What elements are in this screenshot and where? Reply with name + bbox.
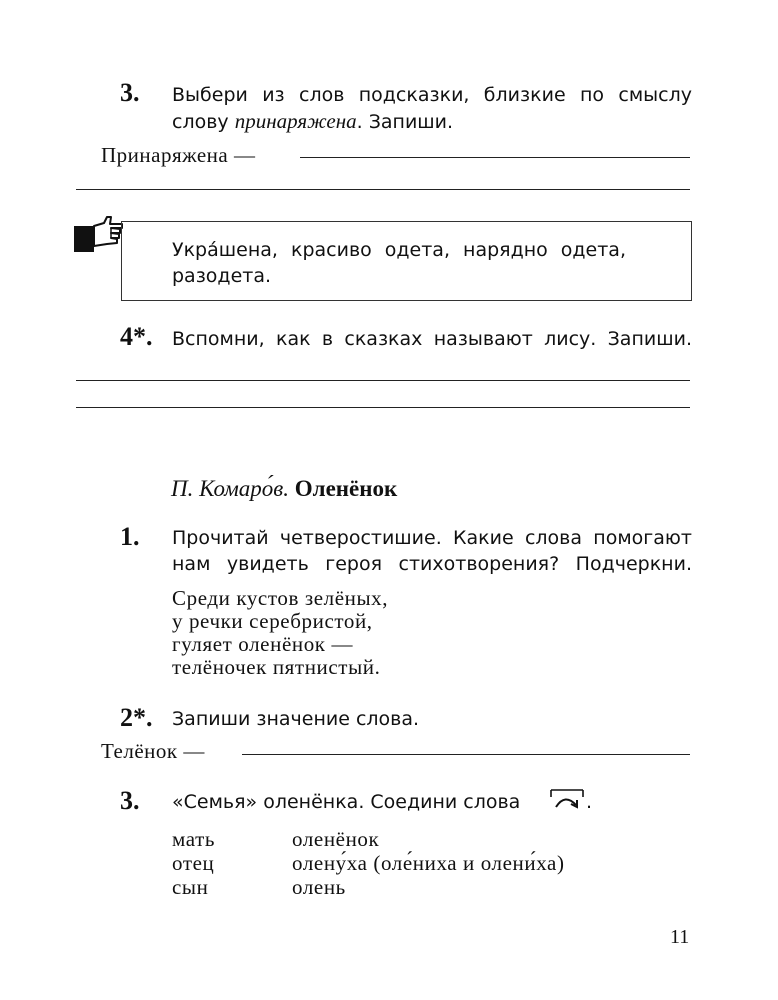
task-line: «Семья» оленёнка. Соедини слова bbox=[172, 791, 521, 813]
poem-title: Оленёнок bbox=[294, 476, 398, 501]
poem-line: у речки серебристой, bbox=[172, 609, 373, 633]
task-text bbox=[172, 326, 692, 352]
family-word: олень bbox=[292, 875, 346, 899]
task-text-line2 bbox=[172, 108, 692, 135]
family-word: сын bbox=[172, 875, 209, 899]
author-name: П. Комаро́в. bbox=[171, 476, 290, 501]
task-line: Вспомни, как в сказках называют лису. Запиши. bbox=[172, 328, 692, 350]
answer-label: Телёнок — bbox=[101, 739, 205, 763]
task-number: 1. bbox=[120, 522, 140, 551]
connect-arrow-icon bbox=[549, 787, 585, 813]
task-word: слову bbox=[172, 111, 229, 133]
poem-line: Среди кустов зелёных, bbox=[172, 586, 389, 610]
hint-text bbox=[172, 237, 626, 263]
pointing-hand-icon bbox=[74, 213, 124, 253]
task-text bbox=[172, 525, 692, 551]
task-number: 3. bbox=[120, 786, 140, 815]
answer-line[interactable] bbox=[76, 189, 690, 190]
section-heading bbox=[171, 476, 397, 502]
hint-line: разодета. bbox=[172, 265, 272, 287]
task-text bbox=[172, 789, 520, 815]
task-number: 4*. bbox=[120, 322, 153, 351]
answer-line[interactable] bbox=[76, 380, 690, 381]
answer-line[interactable] bbox=[300, 157, 690, 158]
task-text bbox=[172, 82, 692, 108]
task-number: 2*. bbox=[120, 703, 153, 732]
task-text-line2 bbox=[172, 551, 692, 577]
task-line: Выбери из слов подсказки, близкие по смыслу bbox=[172, 84, 692, 106]
family-word: олену́ха (оле́ниха и олени́ха) bbox=[292, 851, 565, 875]
hint-line: Укра́шена, красиво одета, нарядно одета, bbox=[172, 239, 626, 261]
task-number: 3. bbox=[120, 78, 140, 107]
task-line: Прочитай четверостишие. Какие слова помогают bbox=[172, 527, 692, 549]
task-line: нам увидеть героя стихотворения? Подчеркни. bbox=[172, 553, 692, 575]
answer-line[interactable] bbox=[76, 407, 690, 408]
hint-text-line2 bbox=[172, 263, 626, 289]
poem bbox=[172, 587, 388, 679]
right-column bbox=[292, 827, 565, 899]
poem-line: гуляет оленёнок — bbox=[172, 632, 354, 656]
page-number: 11 bbox=[670, 926, 690, 948]
poem-line: телёночек пятнистый. bbox=[172, 655, 381, 679]
task-word: . Запиши. bbox=[356, 111, 454, 133]
task-line: Запиши значение слова. bbox=[172, 708, 420, 730]
task-tail: . bbox=[586, 791, 593, 813]
family-word: мать bbox=[172, 827, 216, 851]
task-text bbox=[172, 706, 419, 732]
highlighted-word: принаряжена bbox=[234, 109, 357, 133]
family-word: оленёнок bbox=[292, 827, 380, 851]
answer-label: Принаряжена — bbox=[101, 143, 256, 167]
left-column bbox=[172, 827, 215, 899]
answer-line[interactable] bbox=[242, 754, 690, 755]
family-word: отец bbox=[172, 851, 215, 875]
